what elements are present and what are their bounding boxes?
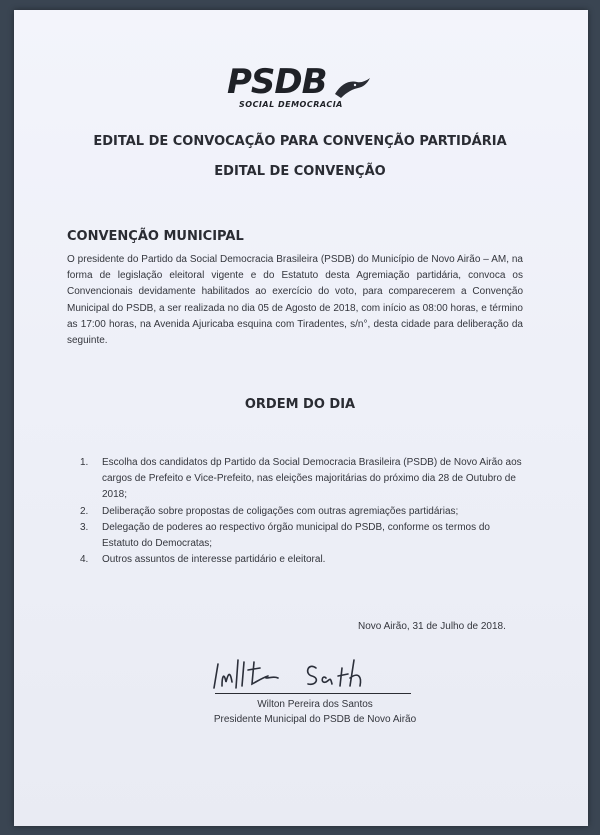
list-item-text: Deliberação sobre propostas de coligações com outras agremiações partidárias;: [102, 505, 459, 517]
list-item: [80, 552, 528, 568]
document-title: EDITAL DE CONVOCAÇÃO PARA CONVENÇÃO PARTIDÁRIA: [93, 134, 507, 149]
signature-line: [215, 693, 411, 694]
list-item-text: Delegação de poderes ao respectivo órgão municipal do PSDB, conforme os termos do Estatuto do Democratas;: [102, 521, 490, 550]
section-heading: CONVENÇÃO MUNICIPAL: [67, 229, 244, 244]
list-item: [80, 520, 528, 552]
convocation-paragraph: O presidente do Partido da Social Democracia Brasileira (PSDB) do Município de Novo Airão – AM, na forma de legislação eleitoral vigente e do Estatuto desta Agremiação partidária, convoca os Convencionais devidamente habilitados ao exercício do voto, para comparecerem a Convenção Municipal do PSDB, a ser realizada no dia 05 de Agosto de 2018, com início as 08:00 horas, e término as 17:00 horas, na Avenida Ajuricaba esquina com Tiradentes, s/n°, desta cidade para deliberação da seguinte.: [67, 254, 523, 347]
handwritten-signature: [208, 652, 378, 694]
list-item-number: 1.: [80, 457, 89, 468]
document-subtitle: EDITAL DE CONVENÇÃO: [214, 164, 386, 179]
list-item: [80, 504, 528, 520]
logo-subtitle: SOCIAL DEMOCRACIA: [239, 100, 343, 109]
list-item-number: 2.: [80, 505, 89, 517]
list-item-text: Outros assuntos de interesse partidário e eleitoral.: [102, 554, 326, 566]
list-item-text: Escolha dos candidatos dp Partido da Social Democracia Brasileira (PSDB) de Novo Airão aos cargos de Prefeito e Vice-Prefeito, nas eleições majoritárias do próximo dia 28 de Outubro de 2018;: [102, 457, 522, 501]
list-item: [80, 455, 528, 504]
psdb-logo: [225, 62, 375, 120]
agenda-heading: ORDEM DO DIA: [244, 397, 356, 412]
signer-name: Wilton Pereira dos Santos: [257, 699, 373, 710]
toucan-icon: [333, 74, 371, 100]
agenda-list: [80, 455, 528, 568]
list-item-number: 4.: [80, 554, 89, 566]
place-and-date: Novo Airão, 31 de Julho de 2018.: [358, 621, 506, 632]
list-item-number: 3.: [80, 521, 89, 533]
signer-role: Presidente Municipal do PSDB de Novo Airão: [213, 714, 417, 725]
logo-wordmark: PSDB: [227, 62, 327, 102]
